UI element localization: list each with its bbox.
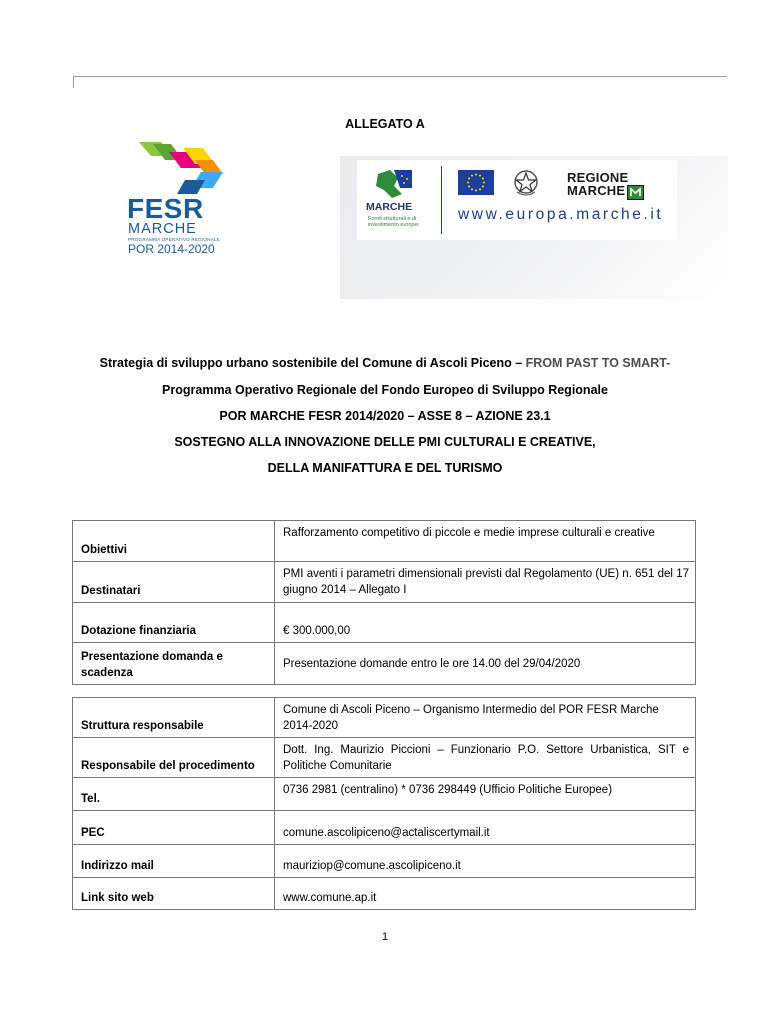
table-value: 0736 2981 (centralino) * 0736 298449 (Ufficio Politiche Europee) xyxy=(275,778,696,811)
table-label: Tel. xyxy=(73,778,275,811)
regione-marche-logo xyxy=(567,171,663,201)
title-por-asse: POR MARCHE FESR 2014/2020 – ASSE 8 – AZIONE 23.1 xyxy=(219,409,551,423)
marche-logo-tagline: Fondi strutturali e di investimento europei xyxy=(368,216,419,228)
table-row xyxy=(73,603,696,643)
regione-logo-line2: MARCHE xyxy=(567,183,626,198)
table-label: Presentazione domanda e scadenza xyxy=(73,643,275,685)
fesr-marche-logo xyxy=(125,138,237,256)
table-row xyxy=(73,562,696,603)
table-value: comune.ascolipiceno@actaliscertymail.it xyxy=(275,811,696,845)
table-label: Struttura responsabile xyxy=(73,698,275,738)
table-row xyxy=(73,878,696,910)
marche-map-icon xyxy=(372,168,416,200)
table-value: € 300.000,00 xyxy=(275,603,696,643)
fesr-region-text: MARCHE xyxy=(128,221,197,237)
title-programma: Programma Operativo Regionale del Fondo Europeo di Sviluppo Regionale xyxy=(162,383,608,397)
regione-emblem-icon xyxy=(627,185,644,200)
table-value: Dott. Ing. Maurizio Piccioni – Funzionario P.O. Settore Urbanistica, SIT e Politiche Comunitarie xyxy=(275,738,696,778)
header-tick xyxy=(73,76,74,88)
fesr-arrows-icon xyxy=(125,138,237,198)
header-rule xyxy=(73,76,727,77)
page-number: 1 xyxy=(381,931,389,943)
table-row xyxy=(73,845,696,878)
table-value: Comune di Ascoli Piceno – Organismo Intermedio del POR FESR Marche 2014-2020 xyxy=(275,698,696,738)
table-label: PEC xyxy=(73,811,275,845)
marche-fondi-logo xyxy=(360,168,438,238)
table-label: Responsabile del procedimento xyxy=(73,738,275,778)
title-strategy-accent: FROM PAST TO SMART- xyxy=(525,356,671,370)
table-value: Presentazione domande entro le ore 14.00 del 29/04/2020 xyxy=(275,643,696,685)
table-row xyxy=(73,778,696,811)
table-value: www.comune.ap.it xyxy=(275,878,696,910)
table-row xyxy=(73,811,696,845)
title-manifattura: DELLA MANIFATTURA E DEL TURISMO xyxy=(267,461,503,475)
regione-logo-text xyxy=(567,171,628,197)
italian-republic-emblem-icon xyxy=(513,168,539,198)
fesr-program-text: PROGRAMMA OPERATIVO REGIONALE xyxy=(128,237,220,242)
table-row xyxy=(73,698,696,738)
title-strategy xyxy=(0,356,770,370)
banner-separator xyxy=(441,166,442,234)
table-label: Dotazione finanziaria xyxy=(73,603,275,643)
title-sostegno: SOSTEGNO ALLA INNOVAZIONE DELLE PMI CULTURALI E CREATIVE, xyxy=(174,435,596,449)
table-row xyxy=(73,521,696,562)
call-details-table xyxy=(72,520,696,685)
fesr-period-text: POR 2014-2020 xyxy=(128,242,215,256)
europa-website-text: www.europa.marche.it xyxy=(458,206,664,223)
table-value: mauriziop@comune.ascolipiceno.it xyxy=(275,845,696,878)
table-row xyxy=(73,738,696,778)
eu-flag-icon xyxy=(458,170,494,195)
table-label: Link sito web xyxy=(73,878,275,910)
fesr-wordmark: FESR xyxy=(127,193,204,224)
table-value: PMI aventi i parametri dimensionali previsti dal Regolamento (UE) n. 651 del 17 giugno 2014 – Allegato I xyxy=(275,562,696,603)
table-value: Rafforzamento competitivo di piccole e medie imprese culturali e creative xyxy=(275,521,696,562)
table-label: Obiettivi xyxy=(73,521,275,562)
contacts-table xyxy=(72,697,696,910)
title-strategy-main: Strategia di sviluppo urbano sostenibile del Comune di Ascoli Piceno – xyxy=(99,356,526,370)
table-label: Destinatari xyxy=(73,562,275,603)
table-label: Indirizzo mail xyxy=(73,845,275,878)
regione-logo-line1: REGIONE xyxy=(567,170,629,185)
marche-logo-name: MARCHE xyxy=(366,201,413,213)
table-row xyxy=(73,643,696,685)
allegato-heading: ALLEGATO A xyxy=(345,117,425,131)
